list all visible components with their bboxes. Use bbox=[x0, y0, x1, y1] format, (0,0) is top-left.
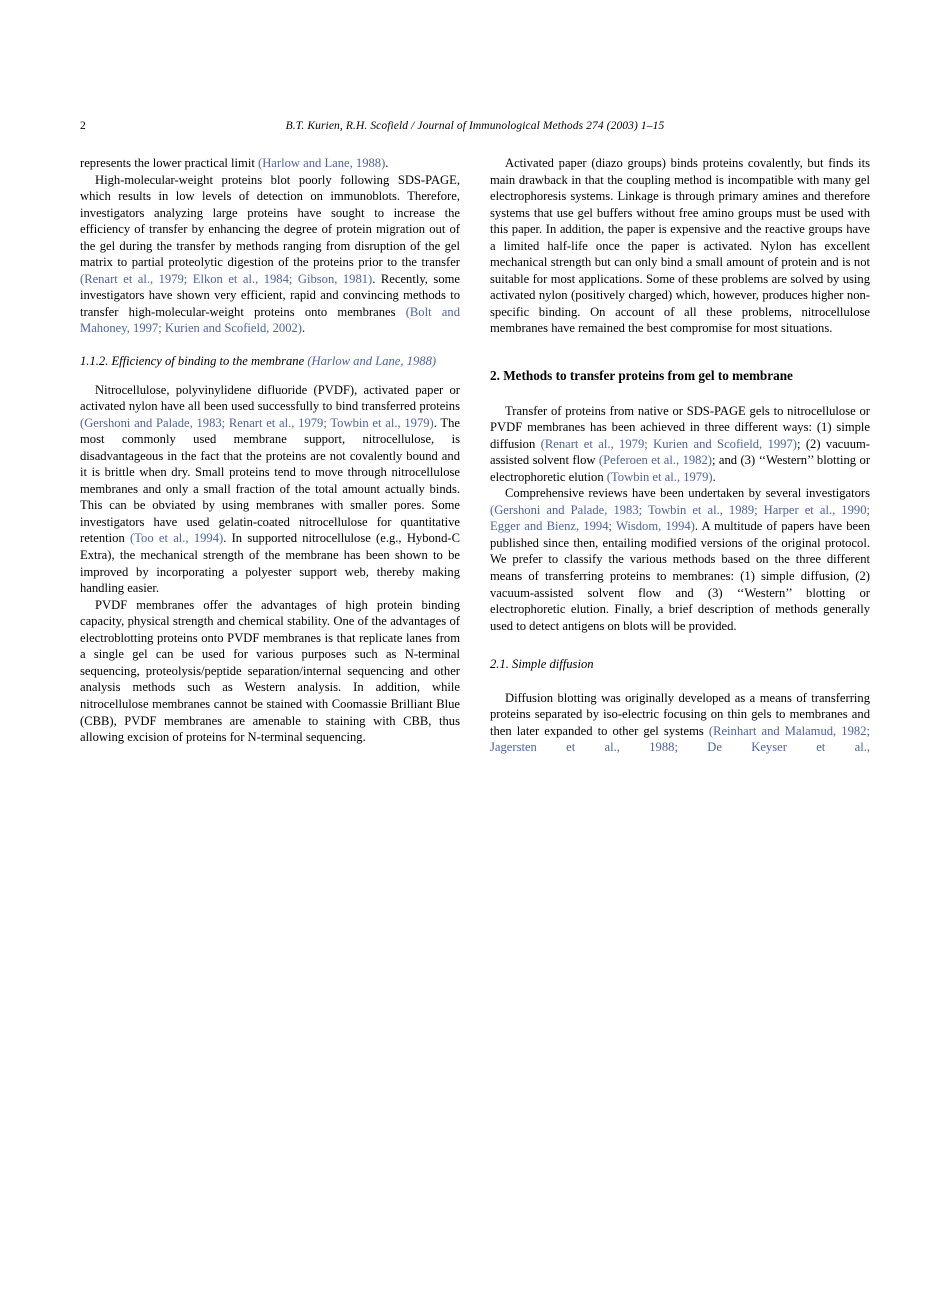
citation-link[interactable]: (Harlow and Lane, 1988) bbox=[307, 354, 437, 369]
text-run: . bbox=[712, 469, 716, 484]
paragraph bbox=[80, 172, 460, 337]
two-column-body bbox=[80, 155, 870, 1195]
text-run: Comprehensive reviews have been undertaken by several investigators bbox=[505, 486, 870, 501]
section-heading-2 bbox=[490, 367, 870, 385]
text-run: . In supported nitrocellulose (e.g., Hybond-C Extra), the mechanical strength of the membrane has been shown to be improved by incorporating a polyester support web, thereby making handling easier. bbox=[80, 531, 460, 596]
spacer bbox=[80, 370, 460, 382]
heading-number: 2. bbox=[490, 368, 500, 384]
spacer bbox=[490, 385, 870, 403]
text-run: High-molecular-weight proteins blot poorly following SDS-PAGE, which results in low levels of detection on immunoblots. Therefore, investigators analyzing large proteins have sought to increase the efficiency of transfer by enhancing the degree of protein migration out of the gel during the transfer by methods ranging from disruption of the gel matrix to partial proteolytic digestion of the proteins prior to the transfer bbox=[80, 172, 460, 270]
citation-link[interactable]: (Gershoni and Palade, 1983; Towbin et al., 1989; Harper et al., 1990; Egger and Bienz, 1994; Wisdom, 1994) bbox=[490, 502, 870, 534]
paragraph bbox=[490, 690, 870, 773]
paragraph bbox=[490, 403, 870, 486]
text-run: . A multitude of papers have been published since then, entailing modified versions of the original protocol. We prefer to classify the various methods based on the three different means of transferring proteins to membranes: (1) simple diffusion, (2) vacuum-assisted solvent flow and (3) ‘‘Western’’ blotting or electrophoretic elution. Finally, a brief description of methods generally used to detect antigens on blots will be provided. bbox=[490, 519, 870, 633]
citation-link[interactable]: (Gershoni and Palade, 1983; Renart et al., 1979; Towbin et al., 1979) bbox=[80, 415, 434, 430]
text-run: ; (2) vacuum-assisted solvent flow bbox=[490, 436, 870, 468]
text-run: . The most commonly used membrane support, nitrocellulose, is disadvantageous in the fact that the proteins are not covalently bound and it is brittle when dry. Small proteins tend to move through nitrocellulose membranes and only a small fraction of the total amount actually binds. This can be obviated by using membranes with smaller pores. Some investigators have used gelatin-coated nitrocellulose for quantitative retention bbox=[80, 415, 460, 546]
running-head-title: B.T. Kurien, R.H. Scofield / Journal of Immunological Methods 274 (2003) 1–15 bbox=[285, 120, 665, 132]
text-run: Transfer of proteins from native or SDS-PAGE gels to nitrocellulose or PVDF membranes has been achieved in three different ways: (1) simple diffusion bbox=[490, 403, 870, 451]
heading-text: 1.1.2. Efficiency of binding to the membrane bbox=[80, 354, 308, 369]
paragraph bbox=[490, 485, 870, 634]
section-heading-1-1-2 bbox=[80, 353, 460, 370]
text-run: Diffusion blotting was originally developed as a means of transferring proteins separated by iso-electric focusing on thin gels to membranes and then later expanded to other gel systems bbox=[490, 690, 870, 738]
text-run: . bbox=[301, 321, 306, 336]
citation-link[interactable]: (Reinhart and Malamud, 1982; Jagersten et al., 1988; De Keyser et al., bbox=[490, 723, 870, 755]
citation-link[interactable]: (Peferoen et al., 1982) bbox=[598, 453, 712, 468]
spacer bbox=[490, 634, 870, 656]
paragraph bbox=[80, 382, 460, 597]
spacer bbox=[80, 337, 460, 353]
column-left bbox=[80, 155, 460, 1195]
section-heading-2-1: 2.1. Simple diffusion bbox=[490, 657, 594, 672]
text-run: Nitrocellulose, polyvinylidene difluoride (PVDF), activated paper or activated nylon have all been used successfully to bind transferred proteins bbox=[80, 382, 460, 414]
citation-link[interactable]: (Towbin et al., 1979) bbox=[606, 469, 713, 484]
text-run: . Recently, some investigators have shown very efficient, rapid and convincing methods to transfer high-molecular-weight proteins onto membranes bbox=[80, 271, 460, 319]
spacer bbox=[490, 337, 870, 367]
column-right bbox=[490, 155, 870, 1195]
spacer bbox=[490, 673, 870, 690]
citation-link[interactable]: (Too et al., 1994) bbox=[130, 531, 224, 546]
paragraph bbox=[80, 155, 460, 172]
citation-link[interactable]: (Renart et al., 1979; Elkon et al., 1984; Gibson, 1981) bbox=[80, 271, 373, 286]
text-run: ; and (3) ‘‘Western’’ blotting or electrophoretic elution bbox=[490, 453, 871, 484]
text-run: . bbox=[385, 156, 389, 170]
running-head bbox=[80, 118, 870, 134]
citation-link[interactable]: (Harlow and Lane, 1988) bbox=[258, 156, 386, 170]
text-run: represents the lower practical limit bbox=[80, 156, 258, 170]
paragraph: PVDF membranes offer the advantages of high protein binding capacity, physical strength and chemical stability. One of the advantages of electroblotting proteins onto PVDF membranes is that replicate lanes from a single gel can be used for various purposes such as N-terminal sequencing, proteolysis/peptide separation/internal sequencing and other analysis methods such as Western analysis. In addition, while nitrocellulose membranes cannot be stained with Coomassie Brilliant Blue (CBB), PVDF membranes are amenable to staining with CBB, thus allowing excision of proteins for N-terminal sequencing. bbox=[80, 597, 460, 745]
citation-link[interactable]: (Renart et al., 1979; Kurien and Scofield, 1997) bbox=[540, 436, 797, 451]
paragraph: Activated paper (diazo groups) binds proteins covalently, but finds its main drawback in that the coupling method is incompatible with many gel electrophoresis systems. Linkage is through primary amines and therefore systems that use gel buffers without free amino groups must be used with this paper. In addition, the paper is expensive and the reactive groups have a limited half-life once the paper is activated. Nylon has excellent mechanical strength but can only bind a small amount of protein and is not suitable for most applications. Some of these problems are solved by using activated nylon (positively charged) which, however, produces higher non-specific binding. On account of all these problems, nitrocellulose membranes have remained the best compromise for most situations. bbox=[490, 156, 870, 336]
citation-link[interactable]: (Bolt and Mahoney, 1997; Kurien and Scofield, 2002) bbox=[80, 304, 460, 336]
page-number: 2 bbox=[80, 120, 86, 132]
heading-text: Methods to transfer proteins from gel to membrane bbox=[503, 368, 793, 384]
